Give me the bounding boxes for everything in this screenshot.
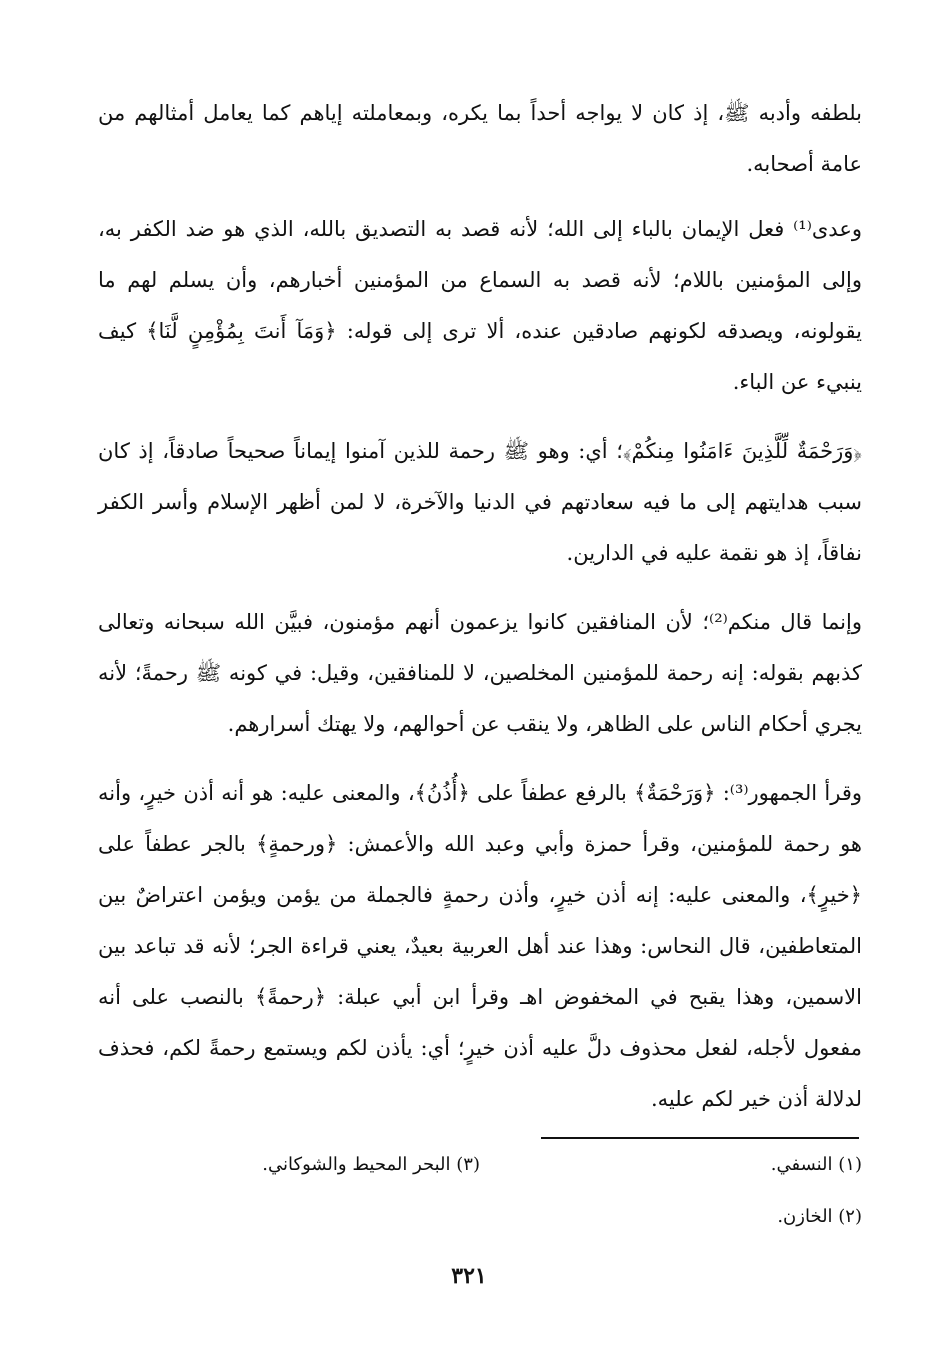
paragraph-1: بلطفه وأدبه ﷺ، إذ كان لا يواجه أحداً بما يكره، وبمعاملته إياهم كما يعامل أمثالهم من عامة أصحابه. [98,101,862,176]
page-number: ٣٢١ [451,1263,487,1289]
footnote-1: (١) النسفي. [770,1154,862,1175]
footnote-divider [541,1137,859,1139]
footnote-row-1 [98,1152,862,1178]
paragraph-3: ﴿وَرَحْمَةٌ لِّلَّذِينَ ءَامَنُوا مِنكُمْ﴾؛ أي: وهو ﷺ رحمة للذين آمنوا إيماناً صحيحاً صادقاً، إذ كان سبب هدايتهم إلى ما فيه سعادتهم في الدنيا والآخرة، لا لمن أظهر الإسلام وأسر الكفر نفاقاً، إذ هو نقمة عليه في الدارين. [98,439,862,565]
paragraph-4: وإنما قال منكم⁽²⁾؛ لأن المنافقين كانوا يزعمون أنهم مؤمنون، فبيَّن الله سبحانه وتعالى كذبهم بقوله: إنه رحمة للمؤمنين المخلصين، لا للمنافقين، وقيل: في كونه ﷺ رحمةً؛ لأنه يجري أحكام الناس على الظاهر، ولا ينقب عن أحوالهم، ولا يهتك أسرارهم. [98,610,862,736]
footnote-2: (٢) الخازن. [777,1206,862,1227]
footnotes [98,1152,862,1256]
main-text [98,88,862,1143]
footnote-3: (٣) البحر المحيط والشوكاني. [262,1154,480,1175]
paragraph-5: وقرأ الجمهور⁽³⁾: ﴿وَرَحْمَةٌ﴾ بالرفع عطفاً على ﴿أُذُنُ﴾، والمعنى عليه: هو أنه أذن خيرٍ، وأنه هو رحمة للمؤمنين، وقرأ حمزة وأبي وعبد الله والأعمش: ﴿ورحمةٍ﴾ بالجر عطفاً على ﴿خيرٍ﴾، والمعنى عليه: إنه أذن خيرٍ، وأذن رحمةٍ فالجملة من يؤمن ويؤمن اعتراضٌ بين المتعاطفين، قال النحاس: وهذا عند أهل العربية بعيدٌ، يعني قراءة الجر؛ لأنه قد تباعد بين الاسمين، وهذا يقبح في المخفوض اهـ وقرأ ابن أبي عبلة: ﴿رحمةً﴾ بالنصب على أنه مفعول لأجله، لفعل محذوف دلَّ عليه أذن خيرٍ؛ أي: يأذن لكم ويستمع رحمةً لكم، فحذف لدلالة أذن خير لكم عليه. [98,781,862,1111]
footnote-row-2 [98,1204,862,1230]
paragraph-2: وعدى⁽¹⁾ فعل الإيمان بالباء إلى الله؛ لأنه قصد به التصديق بالله، الذي هو ضد الكفر به، وإلى المؤمنين باللام؛ لأنه قصد به السماع من المؤمنين أخبارهم، وأن يسلم لهم ما يقولونه، ويصدقه لكونهم صادقين عنده، ألا ترى إلى قوله: ﴿وَمَآ أَنتَ بِمُؤْمِنٍ لَّنَا﴾ كيف ينبيء عن الباء. [98,217,862,394]
